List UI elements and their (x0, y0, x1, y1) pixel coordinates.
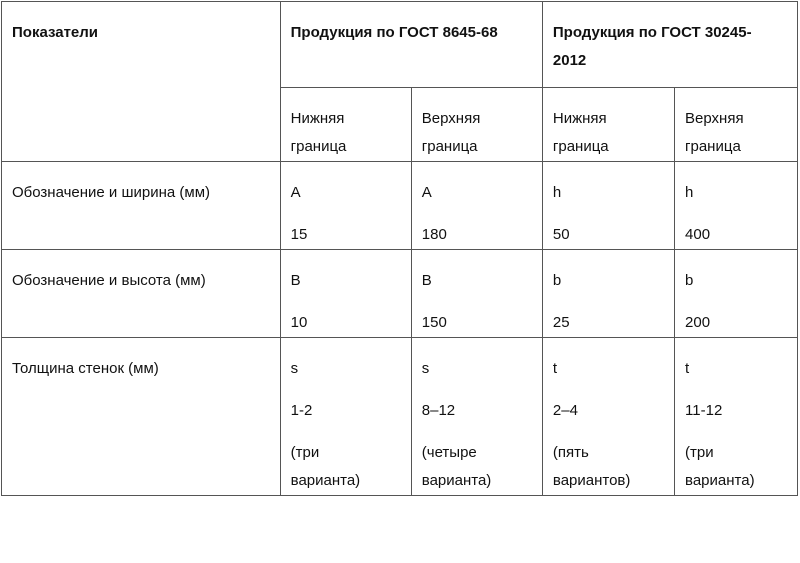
cell-symbol: h (552, 184, 562, 201)
cell-symbol: A (421, 184, 432, 201)
subheader-label: граница (685, 138, 741, 155)
table-cell (280, 250, 411, 338)
subheader-label: граница (290, 138, 347, 155)
row-label-width (2, 162, 281, 250)
cell-note: вариантов) (552, 472, 631, 489)
gost-30245-header (542, 2, 797, 88)
table-header-row (2, 2, 798, 88)
table-cell (411, 250, 542, 338)
cell-value: 50 (552, 226, 570, 243)
cell-value: 25 (552, 314, 570, 331)
gost-30245-lower-bound-header (542, 88, 674, 162)
subheader-label: Верхняя (421, 110, 481, 127)
gost-30245-upper-bound-header (675, 88, 798, 162)
cell-note: (три (290, 444, 320, 461)
cell-note: варианта) (290, 472, 361, 489)
gost-comparison-table (1, 1, 798, 496)
cell-note: (три (685, 444, 714, 461)
table-cell (542, 338, 674, 496)
gost-8645-header-label: Продукция по ГОСТ 8645-68 (290, 24, 498, 41)
cell-symbol: s (421, 360, 430, 377)
table-cell (675, 250, 798, 338)
cell-value: 1-2 (290, 402, 313, 419)
cell-symbol: B (290, 272, 301, 289)
cell-value: 180 (421, 226, 447, 243)
gost-8645-header (280, 2, 542, 88)
cell-note: варианта) (685, 472, 755, 489)
cell-value: 15 (290, 226, 308, 243)
cell-symbol: A (290, 184, 301, 201)
cell-note: (пять (552, 444, 589, 461)
indicators-header-label: Показатели (12, 24, 99, 41)
subheader-label: граница (421, 138, 478, 155)
table-cell (280, 162, 411, 250)
table-cell (411, 162, 542, 250)
gost-30245-header-label-line2: 2012 (552, 52, 587, 69)
cell-symbol: B (421, 272, 432, 289)
table-cell (675, 162, 798, 250)
row-label: Обозначение и высота (мм) (12, 272, 206, 289)
table-row-wall-thickness (2, 338, 798, 496)
table-row-height (2, 250, 798, 338)
cell-value: 11-12 (685, 402, 723, 419)
cell-note: (четыре (421, 444, 477, 461)
table-row-width (2, 162, 798, 250)
table-cell (675, 338, 798, 496)
table-cell (542, 250, 674, 338)
cell-symbol: b (685, 272, 694, 289)
cell-value: 10 (290, 314, 308, 331)
table-cell (280, 338, 411, 496)
row-label: Толщина стенок (мм) (12, 360, 159, 377)
table-cell (411, 338, 542, 496)
cell-value: 150 (421, 314, 447, 331)
subheader-label: Нижняя (290, 110, 345, 127)
cell-value: 2–4 (552, 402, 578, 419)
gost-8645-lower-bound-header (280, 88, 411, 162)
row-label-height (2, 250, 281, 338)
subheader-label: Нижняя (552, 110, 607, 127)
indicators-header (2, 2, 281, 162)
cell-value: 400 (685, 226, 711, 243)
table-cell (542, 162, 674, 250)
cell-note: варианта) (421, 472, 492, 489)
cell-symbol: b (552, 272, 562, 289)
row-label: Обозначение и ширина (мм) (12, 184, 211, 201)
gost-30245-header-label-line1: Продукция по ГОСТ 30245- (552, 24, 752, 41)
cell-symbol: t (552, 360, 558, 377)
cell-symbol: t (685, 360, 690, 377)
cell-symbol: s (290, 360, 299, 377)
subheader-label: граница (552, 138, 609, 155)
cell-value: 8–12 (421, 402, 456, 419)
cell-symbol: h (685, 184, 694, 201)
subheader-label: Верхняя (685, 110, 744, 127)
cell-value: 200 (685, 314, 711, 331)
gost-8645-upper-bound-header (411, 88, 542, 162)
row-label-wall-thickness (2, 338, 281, 496)
